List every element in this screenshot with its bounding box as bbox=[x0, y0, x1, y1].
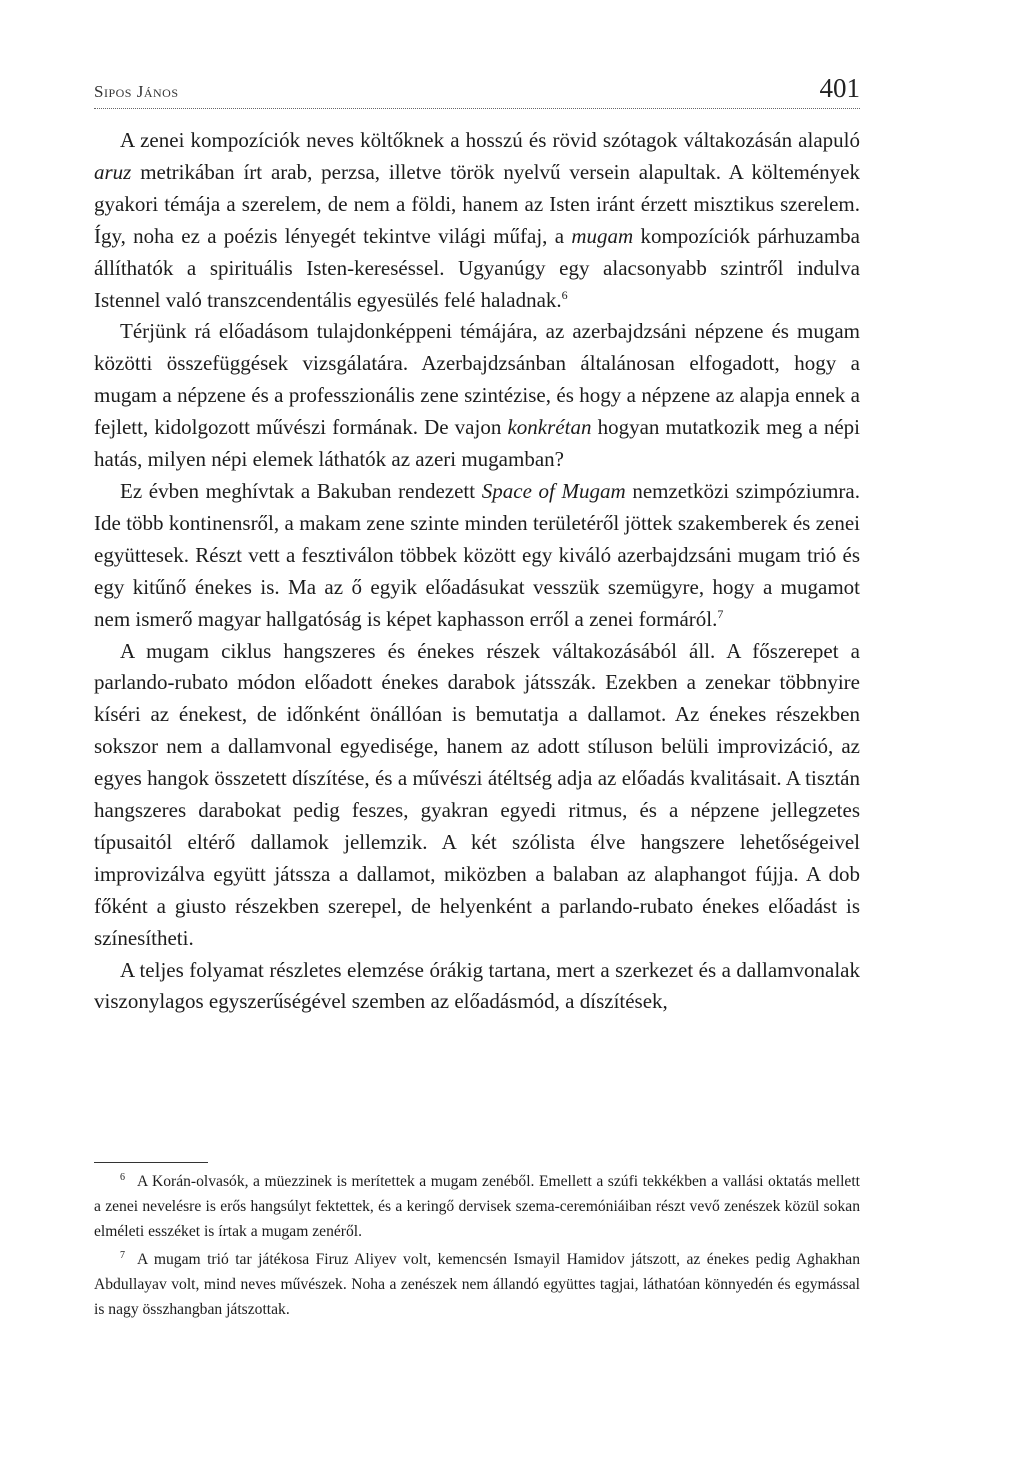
footnote-number: 6 bbox=[120, 1171, 125, 1183]
footnote-reference: 6 bbox=[561, 287, 568, 302]
paragraph bbox=[94, 636, 860, 955]
text-run: kompozíciók párhuzamba állíthatók a spirituális Isten-kereséssel. Ugyanúgy egy alacsonyabb szintről indulva Istennel való transzcendentális egyesülés felé haladnak. bbox=[94, 223, 860, 312]
text-run: nemzetközi szimpóziumra. Ide több kontinensről, a makam zene szinte minden területéről jöttek szakemberek és zenei együttesek. Részt vett a fesztiválon többek között egy kiváló azerbajdzsáni mugam trió és egy kitűnő énekes is. Ma az ő egyik előadásukat vesszük szemügyre, hogy a mugamot nem ismerő magyar hallgatóság is képet kaphasson erről a zenei formáról. bbox=[94, 478, 860, 631]
page-number: 401 bbox=[819, 73, 860, 103]
paragraph bbox=[94, 125, 860, 316]
paragraph bbox=[94, 955, 860, 1019]
italic-term: konkrétan bbox=[507, 415, 592, 440]
body-text bbox=[94, 125, 860, 1018]
footnotes bbox=[94, 1170, 860, 1323]
text-run: A zenei kompozíciók neves költőknek a hosszú és rövid szótagok váltakozásán alapuló bbox=[120, 128, 860, 152]
footnote-text: A Korán-olvasók, a müezzinek is merítettek a mugam zenéből. Emellett a szúfi tekkékben a vallási oktatás mellett a zenei nevelésre is erős hangsúlyt fektettek, és a keringő dervisek szema-ceremóniáiban részt vevő zenészek közül sokan elméleti esszéket is írtak a mugam zenéről. bbox=[94, 1173, 860, 1240]
running-head-author: Sipos János bbox=[94, 82, 179, 101]
footnote-6 bbox=[94, 1170, 860, 1244]
text-run: Ez évben meghívtak a Bakuban rendezett bbox=[120, 478, 482, 503]
paragraph bbox=[94, 316, 860, 476]
footnote-7 bbox=[94, 1248, 860, 1322]
footnote-reference: 7 bbox=[717, 606, 724, 621]
text-run: A mugam ciklus hangszeres és énekes részek váltakozásából áll. A főszerepet a parlando-rubato módon előadott énekes darabok játsszák. Ezekben a zenekar többnyire kíséri az énekest, de időnként önállóan is bemutatja a dallamot. Az énekes részekben sokszor nem a dallamvonal egyedisége, hanem az adott stíluson belüli improvizáció, az egyes hangok összetett díszítése, és a művészi átéltség adja az előadás kvalitásait. A tisztán hangszeres darabokat pedig feszes, gyakran egyedi ritmus, és a népzene jellegzetes típusaitól eltérő dallamok jellemzik. A két szólista élve hangszere lehetőségeivel improvizálva együtt játssza a dallamot, miközben a balaban az alaphangot fújja. A dob főként a giusto részekben szerepel, de helyenként a parlando-rubato énekes előadást is színesítheti. bbox=[94, 638, 860, 950]
text-run: Térjünk rá előadásom tulajdonképpeni témájára, az azerbajdzsáni népzene és mugam közötti összefüggések vizsgálatára. Azerbajdzsánban általánosan elfogadott, hogy a mugam a népzene és a professzionális zene szintézise, és hogy a népzene az alapja ennek a fejlett, kidolgozott művészi formának. De vajon bbox=[94, 319, 860, 440]
italic-term: Space of Mugam bbox=[481, 478, 626, 503]
text-run: hogyan mutatkozik meg a népi hatás, milyen népi elemek láthatók az azeri mugamban? bbox=[94, 415, 861, 472]
text-run: A teljes folyamat részletes elemzése órákig tartana, mert a szerkezet és a dallamvonalak viszonylagos egyszerűségével szemben az előadásmód, a díszítések, bbox=[94, 957, 860, 1014]
footnote-number: 7 bbox=[120, 1250, 125, 1262]
footnote-rule bbox=[94, 1162, 208, 1163]
italic-term: mugam bbox=[571, 223, 634, 248]
text-run: metrikában írt arab, perzsa, illetve török nyelvű versein alapultak. A költemények gyakori témája a szerelem, de nem a földi, hanem az Isten iránt érzett misztikus szerelem. Így, noha ez a poézis lényegét tekintve világi műfaj, a bbox=[94, 159, 860, 248]
running-head bbox=[94, 68, 860, 109]
footnote-text: A mugam trió tar játékosa Firuz Aliyev volt, kemencsén Ismayil Hamidov játszott, az énekes pedig Aghakhan Abdullayav volt, mind neves művészek. Noha a zenészek nem állandó együttes tagjai, láthatóan könnyedén és egymással is nagy összhangban játszottak. bbox=[94, 1251, 860, 1318]
paragraph bbox=[94, 476, 860, 636]
page bbox=[94, 68, 860, 1018]
italic-term: aruz bbox=[94, 159, 132, 184]
